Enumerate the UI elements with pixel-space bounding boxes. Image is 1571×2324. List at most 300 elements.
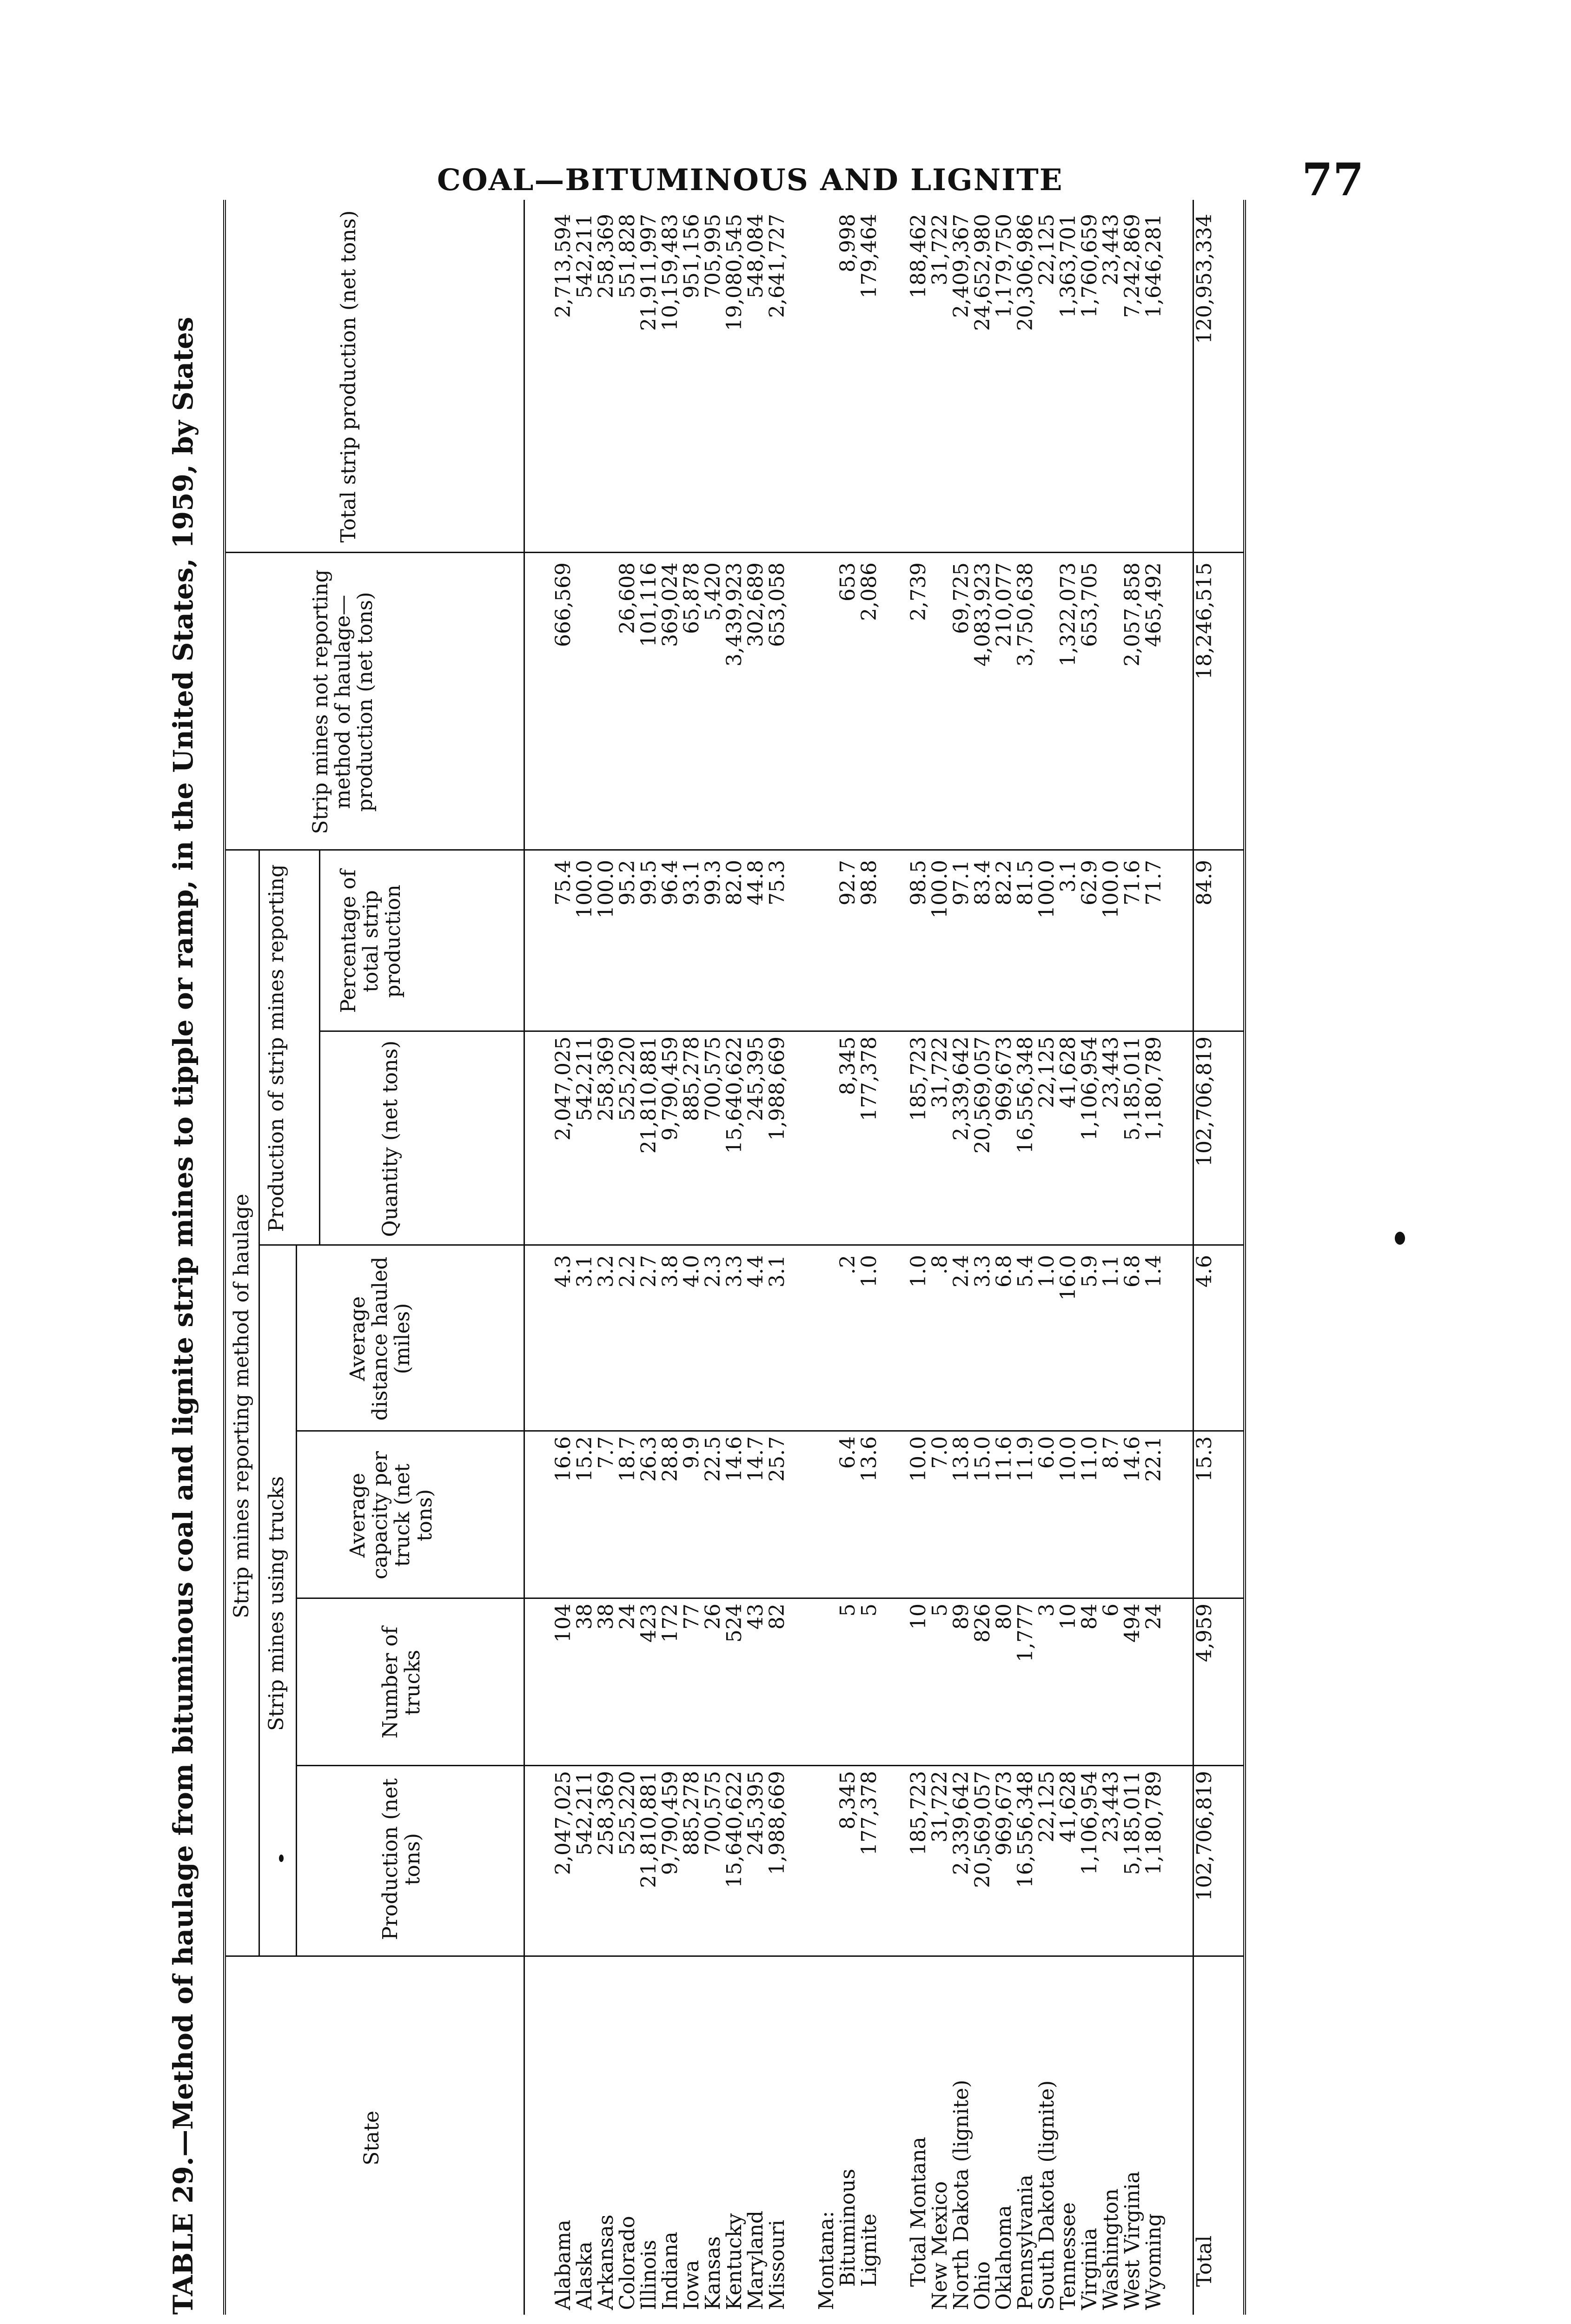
cell-nr: 3,439,923 (723, 562, 746, 667)
cell-cap: 7.0 (928, 1436, 952, 1469)
cell-qty: 885,278 (680, 1037, 703, 1121)
header-group-trucks: Strip mines using trucks (265, 1476, 288, 1731)
table-row (1122, 200, 1143, 2315)
cell-prod: 700,575 (701, 1771, 725, 1855)
table-row (929, 200, 951, 2315)
cell-nr: 3,750,638 (1014, 562, 1037, 667)
cell-nr: 666,569 (551, 562, 575, 647)
cell-qty: 2,047,025 (551, 1037, 575, 1141)
table-row (908, 200, 929, 2315)
cell-cap: 22.5 (701, 1436, 725, 1482)
header-quantity: Quantity (net tons) (378, 1040, 402, 1237)
cell-dist: .8 (928, 1255, 952, 1274)
table-header (226, 200, 525, 2315)
montana-label: Montana: (815, 2211, 838, 2310)
cell-trucks: 38 (573, 1604, 597, 1630)
header-group-reporting: Strip mines reporting method of haulage (230, 1194, 253, 1618)
rotated-table-block (167, 200, 1330, 2315)
cell-pct: 98.8 (857, 860, 881, 905)
header-not-reporting: Strip mines not reporting method of haulage—production (net tons) (309, 569, 377, 834)
header-divider (296, 1246, 297, 1957)
cell-cap: 10.0 (907, 1436, 930, 1482)
cell-nr: 5,420 (701, 562, 725, 621)
cell-cap: 15.2 (573, 1436, 597, 1482)
cell-cap: 16.6 (551, 1436, 575, 1482)
cell-prod: 1,988,669 (765, 1771, 789, 1875)
cell-total: 23,443 (1099, 214, 1123, 285)
column-divider (525, 1955, 1243, 1957)
row-gap (1165, 200, 1193, 2315)
cell-nr: 653,058 (765, 562, 789, 647)
cell-prod: 20,569,057 (971, 1771, 994, 1888)
header-divider (296, 1598, 524, 1599)
cell-trucks: 77 (680, 1604, 703, 1630)
table-row (638, 200, 660, 2315)
table-row (553, 200, 574, 2315)
state-name: Washington (1099, 2188, 1123, 2310)
cell-pct: 100.0 (594, 860, 618, 918)
state-name: Oklahoma (992, 2205, 1016, 2310)
header-percentage: Percentage of total strip production (337, 869, 405, 1013)
cell-total: 542,211 (573, 214, 597, 298)
state-name: West Virginia (1120, 2171, 1144, 2310)
state-name: Alabama (551, 2219, 575, 2310)
cell-dist: 3.1 (573, 1255, 597, 1287)
cell-prod: 16,556,348 (1014, 1771, 1037, 1888)
cell-pct: 92.7 (836, 860, 860, 905)
cell-dist: 1.0 (907, 1255, 930, 1287)
cell-pct: 44.8 (744, 860, 768, 905)
state-name: Kansas (701, 2236, 725, 2310)
cell-prod: 41,628 (1056, 1771, 1080, 1842)
cell-total: 1,646,281 (1142, 214, 1166, 318)
cell-trucks: 1,777 (1014, 1604, 1037, 1662)
cell-prod: 258,369 (594, 1771, 618, 1855)
cell-pct: 82.2 (992, 860, 1016, 905)
cell-pct: 75.3 (765, 860, 789, 905)
state-name: New Mexico (928, 2181, 952, 2310)
cell-qty: 31,722 (928, 1037, 952, 1108)
state-name: Illinois (637, 2239, 661, 2310)
cell-trucks: 89 (949, 1604, 973, 1630)
cell-prod: 245,395 (744, 1771, 768, 1855)
cell-total: 1,760,659 (1078, 214, 1101, 318)
cell-pct: 98.5 (907, 860, 930, 905)
cell-cap: 13.6 (857, 1436, 881, 1482)
cell-trucks: 80 (992, 1604, 1016, 1630)
state-name: Wyoming (1142, 2213, 1166, 2310)
cell-pct: 93.1 (680, 860, 703, 905)
cell-qty: 542,211 (573, 1037, 597, 1121)
cell-nr: 369,024 (658, 562, 682, 647)
cell-qty: 1,106,954 (1078, 1037, 1101, 1141)
state-name: Maryland (744, 2211, 768, 2310)
cell-total: 7,242,869 (1120, 214, 1144, 318)
header-production: Production (net tons) (378, 1778, 424, 1941)
cell-trucks: 24 (616, 1604, 639, 1630)
cell-total: 1,363,701 (1056, 214, 1080, 318)
row-gap (1215, 200, 1243, 2315)
header-number-trucks: Number of trucks (378, 1626, 424, 1739)
state-name: Arkansas (594, 2214, 618, 2310)
table-row (994, 200, 1015, 2315)
cell-nr: 18,246,515 (1193, 562, 1216, 680)
cell-cap: 9.9 (680, 1436, 703, 1469)
cell-pct: 84.9 (1193, 860, 1216, 905)
cell-pct: 100.0 (928, 860, 952, 918)
cell-qty: 525,220 (616, 1037, 639, 1121)
column-divider (525, 1598, 1243, 1599)
running-title: COAL—BITUMINOUS AND LIGNITE (437, 163, 1063, 198)
column-divider (525, 552, 1243, 553)
cell-nr: 1,322,073 (1056, 562, 1080, 667)
cell-dist: 4.0 (680, 1255, 703, 1287)
table-row (724, 200, 745, 2315)
header-divider (226, 849, 524, 851)
cell-pct: 83.4 (971, 860, 994, 905)
cell-pct: 95.2 (616, 860, 639, 905)
table-row (1193, 200, 1215, 2315)
cell-prod: 542,211 (573, 1771, 597, 1855)
cell-prod: 9,790,459 (658, 1771, 682, 1875)
table-row (617, 200, 638, 2315)
cell-pct: 71.6 (1120, 860, 1144, 905)
cell-nr: 2,739 (907, 562, 930, 621)
cell-pct: 82.0 (723, 860, 746, 905)
cell-dist: 3.3 (971, 1255, 994, 1287)
state-name: Kentucky (723, 2213, 746, 2310)
cell-dist: 2.3 (701, 1255, 725, 1287)
cell-nr: 210,077 (992, 562, 1016, 647)
montana-label-row (816, 200, 837, 2315)
column-divider (525, 1430, 1243, 1432)
cell-cap: 11.9 (1014, 1436, 1037, 1482)
cell-prod: 885,278 (680, 1771, 703, 1855)
cell-cap: 6.4 (836, 1436, 860, 1469)
cell-nr: 653 (836, 562, 860, 601)
cell-prod: 177,378 (857, 1771, 881, 1855)
cell-nr: 465,492 (1142, 562, 1166, 647)
state-name: Iowa (680, 2260, 703, 2310)
cell-prod: 1,106,954 (1078, 1771, 1101, 1875)
cell-trucks: 43 (744, 1604, 768, 1630)
cell-qty: 1,180,789 (1142, 1037, 1166, 1141)
cell-cap: 26.3 (637, 1436, 661, 1482)
state-name: Tennessee (1056, 2202, 1080, 2310)
cell-dist: 4.4 (744, 1255, 768, 1287)
cell-prod: 102,706,819 (1193, 1771, 1216, 1901)
cell-qty: 9,790,459 (658, 1037, 682, 1141)
cell-total: 551,828 (616, 214, 639, 298)
column-divider (525, 1765, 1243, 1766)
column-divider (525, 1244, 1243, 1246)
cell-qty: 1,988,669 (765, 1037, 789, 1141)
cell-cap: 14.6 (1120, 1436, 1144, 1482)
table-row (767, 200, 788, 2315)
state-name: Total (1193, 2235, 1216, 2287)
cell-nr: 26,608 (616, 562, 639, 634)
cell-total: 22,125 (1035, 214, 1059, 285)
cell-dist: 5.9 (1078, 1255, 1101, 1287)
cell-qty: 185,723 (907, 1037, 930, 1121)
cell-cap: 11.6 (992, 1436, 1016, 1482)
cell-pct: 100.0 (1035, 860, 1059, 918)
cell-qty: 20,569,057 (971, 1037, 994, 1154)
table-row (1015, 200, 1036, 2315)
column-divider (525, 849, 1243, 851)
cell-total: 2,713,594 (551, 214, 575, 318)
cell-trucks: 5 (857, 1604, 881, 1617)
cell-qty: 5,185,011 (1120, 1037, 1144, 1141)
table-row (951, 200, 972, 2315)
state-name: Total Montana (907, 2137, 930, 2287)
table-caption: TABLE 29.—Method of haulage from bituminous coal and lignite strip mines to tipple or ramp, in the United States, 1959, by States (167, 317, 199, 2315)
cell-total: 2,409,367 (949, 214, 973, 318)
cell-trucks: 24 (1142, 1604, 1166, 1630)
table-row (660, 200, 681, 2315)
cell-pct: 100.0 (573, 860, 597, 918)
header-total-strip: Total strip production (net tons) (337, 210, 360, 543)
cell-dist: 3.8 (658, 1255, 682, 1287)
cell-nr: 653,705 (1078, 562, 1101, 647)
cell-trucks: 3 (1035, 1604, 1059, 1617)
cell-trucks: 6 (1099, 1604, 1123, 1617)
cell-trucks: 524 (723, 1604, 746, 1643)
cell-dist: 5.4 (1014, 1255, 1037, 1287)
cell-prod: 31,722 (928, 1771, 952, 1842)
header-avg-capacity: Average capacity per truck (net tons) (346, 1451, 437, 1579)
cell-nr: 2,086 (857, 562, 881, 621)
cell-nr: 65,878 (680, 562, 703, 634)
cell-qty: 700,575 (701, 1037, 725, 1121)
ink-speck (1395, 1232, 1405, 1245)
cell-dist: 16.0 (1056, 1255, 1080, 1301)
table-body (525, 200, 1243, 2315)
cell-cap: 18.7 (616, 1436, 639, 1482)
cell-dist: 3.1 (765, 1255, 789, 1287)
header-group-production: Production of strip mines reporting (265, 864, 288, 1232)
data-table (223, 200, 1246, 2315)
cell-total: 19,080,545 (723, 214, 746, 331)
header-divider (259, 851, 260, 1957)
state-name: North Dakota (lignite) (949, 2080, 973, 2310)
table-row (745, 200, 767, 2315)
cell-prod: 1,180,789 (1142, 1771, 1166, 1875)
cell-trucks: 5 (928, 1604, 952, 1617)
cell-cap: 8.7 (1099, 1436, 1123, 1469)
state-name: Alaska (573, 2241, 597, 2310)
header-divider (296, 1430, 524, 1432)
state-name: Colorado (616, 2216, 639, 2310)
cell-dist: 6.8 (1120, 1255, 1144, 1287)
table-row (596, 200, 617, 2315)
table-row (1058, 200, 1079, 2315)
cell-nr: 69,725 (949, 562, 973, 634)
cell-trucks: 10 (907, 1604, 930, 1630)
cell-prod: 969,673 (992, 1771, 1016, 1855)
state-name: South Dakota (lignite) (1035, 2080, 1059, 2310)
state-name: Indiana (658, 2232, 682, 2310)
row-gap (525, 200, 553, 2315)
table-row (1143, 200, 1165, 2315)
cell-dist: 2.4 (949, 1255, 973, 1287)
page-number: 77 (1302, 153, 1364, 206)
cell-pct: 100.0 (1099, 860, 1123, 918)
cell-total: 10,159,483 (658, 214, 682, 331)
cell-dist: 4.6 (1193, 1255, 1216, 1287)
cell-pct: 62.9 (1078, 860, 1101, 905)
state-name: Virginia (1078, 2228, 1101, 2310)
table-row (859, 200, 880, 2315)
header-state: State (360, 2111, 384, 2166)
cell-prod: 2,047,025 (551, 1771, 575, 1875)
cell-total: 2,641,727 (765, 214, 789, 318)
cell-cap: 22.1 (1142, 1436, 1166, 1482)
cell-cap: 7.7 (594, 1436, 618, 1469)
cell-prod: 8,345 (836, 1771, 860, 1829)
cell-dist: 1.0 (1035, 1255, 1059, 1287)
cell-cap: 28.8 (658, 1436, 682, 1482)
cell-qty: 23,443 (1099, 1037, 1123, 1108)
cell-trucks: 38 (594, 1604, 618, 1630)
cell-total: 258,369 (594, 214, 618, 298)
header-divider (226, 552, 524, 553)
cell-trucks: 4,959 (1193, 1604, 1216, 1662)
header-divider (319, 1030, 524, 1032)
row-gap (880, 200, 908, 2315)
cell-dist: .2 (836, 1255, 860, 1274)
table-row (1079, 200, 1100, 2315)
cell-qty: 2,339,642 (949, 1037, 973, 1141)
cell-qty: 15,640,622 (723, 1037, 746, 1154)
cell-pct: 99.3 (701, 860, 725, 905)
cell-dist: 4.3 (551, 1255, 575, 1287)
cell-trucks: 494 (1120, 1604, 1144, 1643)
row-gap (788, 200, 816, 2315)
cell-pct: 96.4 (658, 860, 682, 905)
cell-trucks: 84 (1078, 1604, 1101, 1630)
cell-qty: 8,345 (836, 1037, 860, 1095)
cell-qty: 16,556,348 (1014, 1037, 1037, 1154)
header-divider (319, 851, 320, 1246)
cell-qty: 22,125 (1035, 1037, 1059, 1108)
cell-cap: 10.0 (1056, 1436, 1080, 1482)
table-row (1100, 200, 1122, 2315)
cell-dist: 1.0 (857, 1255, 881, 1287)
cell-prod: 21,810,881 (637, 1771, 661, 1888)
header-avg-distance: Average distance hauled (miles) (346, 1256, 414, 1421)
header-divider (296, 1765, 524, 1766)
cell-total: 21,911,997 (637, 214, 661, 331)
cell-nr: 2,057,858 (1120, 562, 1144, 667)
cell-dist: 3.2 (594, 1255, 618, 1287)
table-row (681, 200, 703, 2315)
state-name: Missouri (765, 2219, 789, 2310)
cell-cap: 15.3 (1193, 1436, 1216, 1482)
cell-trucks: 826 (971, 1604, 994, 1643)
state-name: Ohio (971, 2261, 994, 2310)
cell-cap: 11.0 (1078, 1436, 1101, 1482)
table-row (574, 200, 596, 2315)
cell-nr: 4,083,923 (971, 562, 994, 667)
cell-pct: 3.1 (1056, 860, 1080, 892)
cell-dist: 6.8 (992, 1255, 1016, 1287)
cell-pct: 99.5 (637, 860, 661, 905)
table-row (703, 200, 724, 2315)
cell-total: 548,084 (744, 214, 768, 298)
cell-total: 951,156 (680, 214, 703, 298)
cell-nr: 302,689 (744, 562, 768, 647)
cell-total: 120,953,334 (1193, 214, 1216, 344)
cell-cap: 14.7 (744, 1436, 768, 1482)
cell-prod: 5,185,011 (1120, 1771, 1144, 1875)
cell-prod: 525,220 (616, 1771, 639, 1855)
cell-trucks: 26 (701, 1604, 725, 1630)
ink-speck (279, 1855, 284, 1862)
cell-qty: 41,628 (1056, 1037, 1080, 1108)
state-name: Lignite (857, 2213, 881, 2287)
cell-qty: 969,673 (992, 1037, 1016, 1121)
cell-cap: 13.8 (949, 1436, 973, 1482)
cell-dist: 2.2 (616, 1255, 639, 1287)
header-divider (259, 1244, 524, 1246)
cell-trucks: 5 (836, 1604, 860, 1617)
cell-total: 705,995 (701, 214, 725, 298)
cell-prod: 15,640,622 (723, 1771, 746, 1888)
table-row (972, 200, 994, 2315)
table-row (1036, 200, 1058, 2315)
cell-dist: 2.7 (637, 1255, 661, 1287)
cell-trucks: 104 (551, 1604, 575, 1643)
cell-trucks: 423 (637, 1604, 661, 1643)
cell-nr: 101,116 (637, 562, 661, 647)
cell-total: 20,306,986 (1014, 214, 1037, 331)
cell-cap: 6.0 (1035, 1436, 1059, 1469)
cell-qty: 21,810,881 (637, 1037, 661, 1154)
cell-prod: 185,723 (907, 1771, 930, 1855)
cell-total: 188,462 (907, 214, 930, 298)
state-name: Bituminous (836, 2169, 860, 2287)
cell-pct: 75.4 (551, 860, 575, 905)
cell-pct: 81.5 (1014, 860, 1037, 905)
cell-trucks: 172 (658, 1604, 682, 1643)
cell-qty: 245,395 (744, 1037, 768, 1121)
cell-trucks: 82 (765, 1604, 789, 1630)
header-divider (226, 1955, 524, 1957)
cell-qty: 102,706,819 (1193, 1037, 1216, 1167)
cell-cap: 15.0 (971, 1436, 994, 1482)
column-divider (525, 1030, 1243, 1032)
cell-prod: 23,443 (1099, 1771, 1123, 1842)
cell-qty: 258,369 (594, 1037, 618, 1121)
cell-dist: 1.1 (1099, 1255, 1123, 1287)
cell-cap: 25.7 (765, 1436, 789, 1482)
cell-total: 179,464 (857, 214, 881, 298)
cell-prod: 2,339,642 (949, 1771, 973, 1875)
cell-trucks: 10 (1056, 1604, 1080, 1630)
cell-pct: 71.7 (1142, 860, 1166, 905)
table-row (837, 200, 859, 2315)
cell-dist: 3.3 (723, 1255, 746, 1287)
cell-prod: 22,125 (1035, 1771, 1059, 1842)
cell-total: 1,179,750 (992, 214, 1016, 318)
cell-total: 8,998 (836, 214, 860, 272)
cell-total: 31,722 (928, 214, 952, 285)
cell-qty: 177,378 (857, 1037, 881, 1121)
cell-total: 24,652,980 (971, 214, 994, 331)
cell-pct: 97.1 (949, 860, 973, 905)
cell-cap: 14.6 (723, 1436, 746, 1482)
